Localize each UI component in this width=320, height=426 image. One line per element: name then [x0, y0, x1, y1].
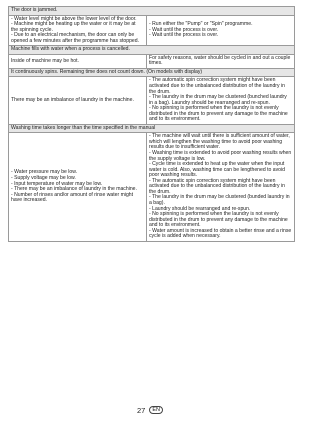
troubleshooting-table-body: [9, 7, 295, 242]
cause-cell: [9, 54, 147, 68]
section-header-row: [9, 124, 295, 133]
section-header: It continuously spins. Remaining time does not count down. (On models with display): [9, 68, 295, 77]
cause-line: - There may be an imbalance of laundry in the machine.: [11, 186, 137, 193]
solution-line: - Wait until the process is over.: [149, 32, 219, 39]
solution-line: - Water amount is increased to obtain a better rinse and a rinse cycle is added when necessary.: [149, 227, 292, 240]
solution-line: - The automatic spin correction system might have been activated due to the unbalanced distribution of the laundry in the drum.: [149, 177, 285, 195]
solution-line: - The machine will wait until there is sufficient amount of water, which will lengthen the washing time to avoid poor washing results due to insufficient water.: [149, 133, 290, 151]
cause-line: - Number of rinses and/or amount of rinse water might have increased.: [11, 191, 134, 204]
solution-line: - The automatic spin correction system might have been activated due to the unbalanced distribution of the laundry in the drum.: [149, 77, 285, 95]
page-footer: [0, 405, 300, 415]
cause-line: Inside of machine may be hot.: [11, 57, 79, 64]
solution-line: - Wait until the process is over.: [149, 26, 219, 33]
solution-line: - The laundry in the drum may be clustered (bunched laundry in a bag). Laundry should be rearranged and re-spun.: [149, 94, 287, 106]
section-header-row: [9, 46, 295, 55]
table-row: [9, 133, 295, 241]
table-row: [9, 15, 295, 46]
cause-line: - Input temperature of water may be low.: [11, 180, 103, 187]
solution-cell: [147, 77, 295, 124]
cause-cell: [9, 15, 147, 46]
cause-line: - Machine might be heating up the water or it may be at the spinning cycle.: [11, 21, 136, 33]
solution-line: - Run either the "Pump" or "Spin" programme.: [149, 21, 253, 28]
cause-cell: [9, 133, 147, 241]
section-header-row: [9, 7, 295, 16]
section-header: Machine fills with water when a process is cancelled.: [9, 46, 295, 55]
section-header: The door is jammed.: [9, 7, 295, 16]
language-badge: EN: [149, 406, 163, 415]
solution-cell: [147, 54, 295, 68]
cause-line: - Supply voltage may be low.: [11, 174, 76, 181]
cause-line: - Water level might be above the lower level of the door.: [11, 15, 137, 22]
page-number: 27: [136, 405, 146, 415]
solution-line: - No spinning is performed when the laundry is not evenly distributed in the drum to prevent any damage to the machine and to its environment.: [149, 211, 288, 229]
section-header: Washing time takes longer than the time specified in the manual: [9, 124, 295, 133]
cause-line: - Water pressure may be low.: [11, 169, 78, 176]
solution-cell: [147, 15, 295, 46]
cause-line: - Due to an electrical mechanism, the door can only be opened a few minutes after the programme has stopped.: [11, 32, 139, 44]
cause-cell: [9, 77, 147, 124]
table-row: [9, 54, 295, 68]
solution-line: - Cycle time is extended to heat up the water when the input water is cold. Also, washing time can be lengthened to avoid poor washing results.: [149, 161, 285, 179]
section-header-row: [9, 68, 295, 77]
solution-line: - The laundry in the drum may be clustered (bunded laundry in a bag).: [149, 194, 290, 206]
solution-line: - Laundry should be rearranged and re-spun.: [149, 205, 251, 212]
solution-line: - No spinning is performed when the laundry is not evenly distributed in the drum to prevent any damage to the machine and to its environment.: [149, 105, 288, 123]
solution-cell: [147, 133, 295, 241]
troubleshooting-table: [8, 6, 295, 242]
troubleshooting-sheet: [8, 6, 294, 242]
table-row: [9, 77, 295, 124]
solution-line: - Washing time is extended to avoid poor washing results when the supply voltage is low.: [149, 150, 292, 162]
solution-line: For safety reasons, water should be cycled in and out a couple times.: [149, 54, 291, 67]
cause-line: There may be an imbalance of laundry in the machine.: [11, 96, 134, 103]
